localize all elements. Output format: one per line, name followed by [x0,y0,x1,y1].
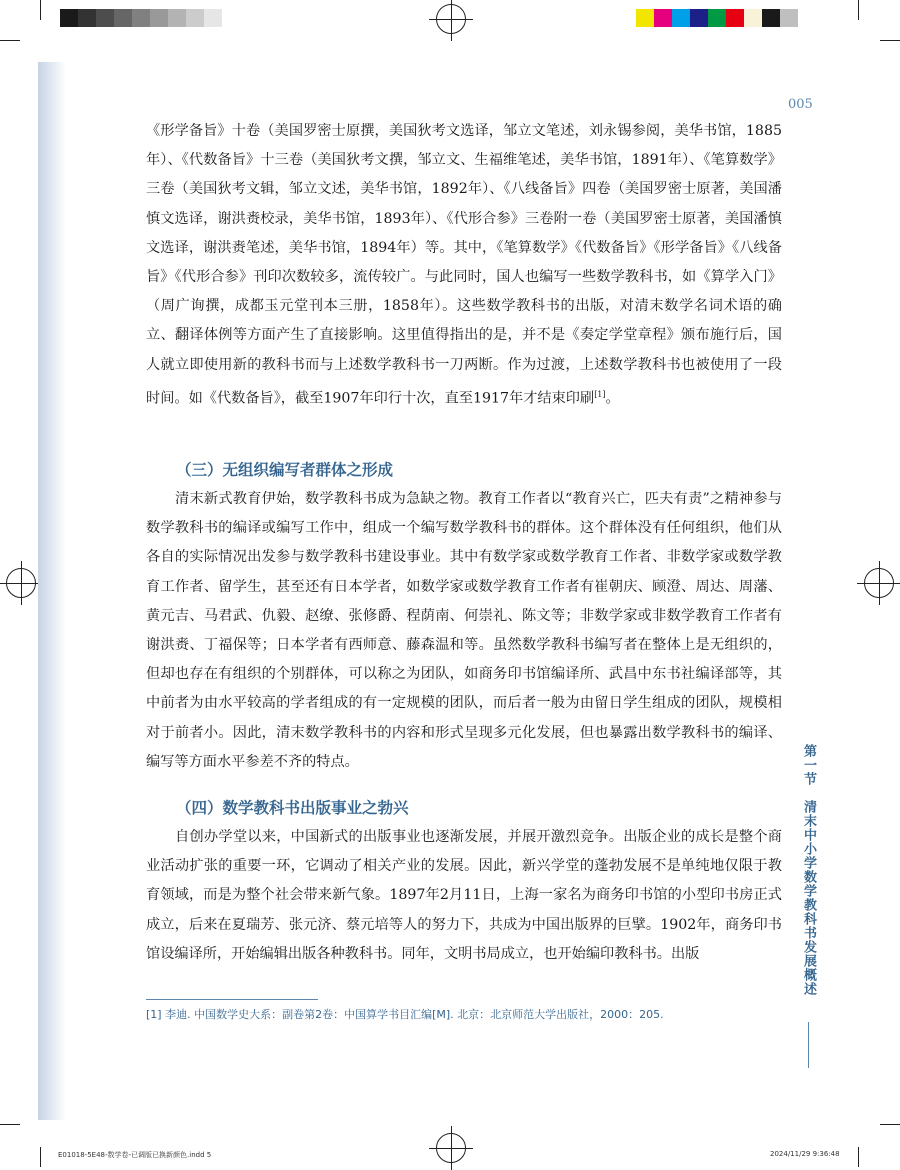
color-swatch [150,9,168,27]
footnote: [1] 李迪. 中国数学史大系：副卷第2卷：中国算学书目汇编[M]. 北京：北京师范大学出版社，2000：205. [146,1008,664,1021]
crop-mark [880,1124,900,1125]
section-heading-3: （三）无组织编写者群体之形成 [176,461,394,479]
crop-mark [858,1147,859,1167]
crop-mark [880,40,900,41]
color-swatch [780,9,798,27]
grayscale-color-bar [60,9,240,27]
color-swatch [636,9,654,27]
color-swatch [762,9,780,27]
color-swatch [222,9,240,27]
section4-paragraph-block [146,823,782,969]
section3-paragraph-block [146,485,782,777]
color-swatch [96,9,114,27]
crop-mark [858,0,859,20]
color-swatch [204,9,222,27]
intro-paragraph-block [146,117,782,414]
color-swatch [798,9,816,27]
footnote-ref[interactable]: [1] [594,389,606,399]
color-swatch [78,9,96,27]
color-swatch [186,9,204,27]
intro-text: 《形学备旨》十卷（美国罗密士原撰，美国狄考文选译，邹立文笔述，刘永锡参阅，美华书馆，1885年）、《代数备旨》十三卷（美国狄考文撰，邹立文、生福维笔述，美华书馆，1891年）、《笔算数学》三卷（美国狄考文辑，邹立文述，美华书馆，1892年）、《八线备旨》四卷（美国罗密士原著，美国潘慎文选译，谢洪赉校录，美华书馆，1893年）、《代形合参》三卷附一卷（美国罗密士原著，美国潘慎文选译，谢洪赉笔述，美华书馆，1894年）等。其中，《笔算数学》《代数备旨》《形学备旨》《八线备旨》《代形合参》刊印次数较多，流传较广。与此同时，国人也编写一些数学教科书，如《算学入门》（周广询撰，成都玉元堂刊本三册，1858年）。这些数学教科书的出版，对清末数学名词术语的确立、翻译体例等方面产生了直接影响。这里值得指出的是，并不是《奏定学堂章程》颁布施行后，国人就立即使用新的教科书而与上述数学教科书一刀两断。作为过渡，上述数学教科书也被使用了一段时间。如《代数备旨》，截至1907年印行十次，直至1917年才结束印刷 [146,123,782,407]
color-swatch [60,9,78,27]
page-number: 005 [788,97,813,112]
crop-mark [0,1124,20,1125]
color-swatch [708,9,726,27]
crop-mark [40,1147,41,1167]
color-swatch [672,9,690,27]
slug-file-name: E01018-5E48-数学卷-已调版已换新颜色.indd 5 [58,1151,212,1159]
color-swatch [168,9,186,27]
running-section-title: 第一节 清末中小学数学教科书发展概述 [801,744,816,996]
color-swatch [654,9,672,27]
process-color-bar [636,9,816,27]
registration-mark-left [6,568,36,598]
page-spine-shading [38,62,66,1120]
section3-paragraph: 清末新式教育伊始，数学教科书成为急缺之物。教育工作者以“教育兴亡，匹夫有责”之精神参与数学教科书的编译或编写工作中，组成一个编写数学教科书的群体。这个群体没有任何组织，他们从各自的实际情况出发参与数学教科书建设事业。其中有数学家或数学教育工作者、非数学家或数学教育工作者、留学生，甚至还有日本学者，如数学家或数学教育工作者有崔朝庆、顾澄、周达、周藩、黄元吉、马君武、仇毅、赵缭、张修爵、程荫南、何崇礼、陈文等；非数学家或非数学教育工作者有谢洪赉、丁福保等；日本学者有西师意、藤森温和等。虽然数学教科书编写者在整体上是无组织的，但却也存在有组织的个别群体，可以称之为团队，如商务印书馆编译所、武昌中东书社编译部等，其中前者为由水平较高的学者组成的有一定规模的团队，而后者一般为由留日学生组成的团队，规模相对于前者小。因此，清末数学教科书的内容和形式呈现多元化发展，但也暴露出数学教科书的编译、编写等方面水平参差不齐的特点。 [146,491,782,770]
color-swatch [690,9,708,27]
registration-mark-bottom [436,1133,466,1163]
registration-mark-right [864,568,894,598]
registration-mark-top [436,4,466,34]
color-swatch [114,9,132,27]
footnote-divider [146,999,318,1000]
crop-mark [0,40,20,41]
crop-mark [40,0,41,20]
slug-timestamp: 2024/11/29 9:36:48 [770,1150,840,1158]
color-swatch [132,9,150,27]
running-title-rule [808,1022,809,1068]
section-heading-4: （四）数学教科书出版事业之勃兴 [176,799,409,817]
intro-end: 。 [605,390,620,407]
color-swatch [726,9,744,27]
section4-paragraph: 自创办学堂以来，中国新式的出版事业也逐渐发展，并展开激烈竞争。出版企业的成长是整个商业活动扩张的重要一环，它调动了相关产业的发展。因此，新兴学堂的蓬勃发展不是单纯地仅限于教育领域，而是为整个社会带来新气象。1897年2月11日，上海一家名为商务印书馆的小型印书房正式成立，后来在夏瑞芳、张元济、蔡元培等人的努力下，共成为中国出版界的巨擘。1902年，商务印书馆设编译所，开始编辑出版各种教科书。同年，文明书局成立，也开始编印教科书。出版 [146,829,782,962]
intro-paragraph [146,117,782,414]
color-swatch [744,9,762,27]
